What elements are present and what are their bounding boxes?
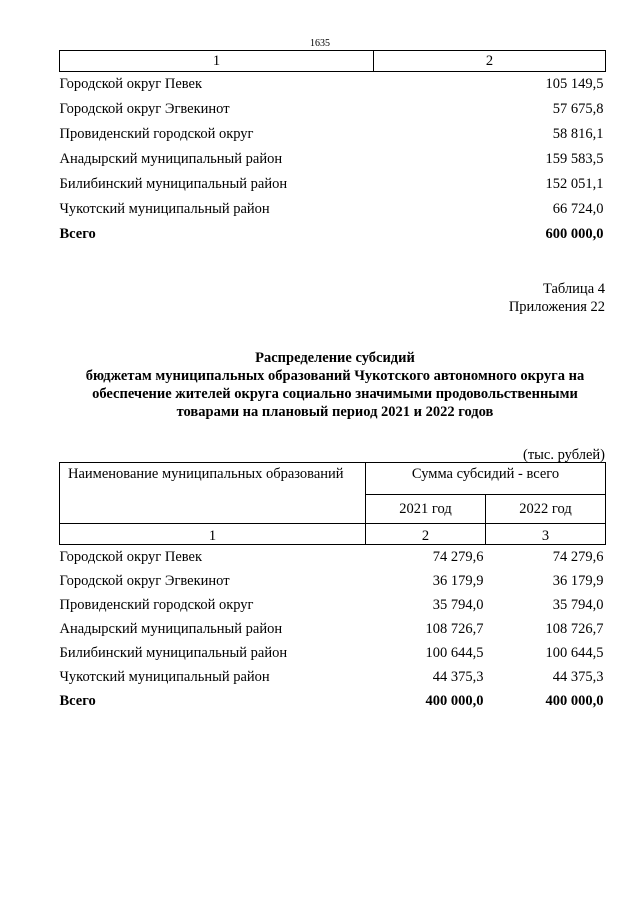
column-number-2: 2	[366, 524, 486, 545]
municipality-name: Чукотский муниципальный район	[59, 669, 270, 685]
amount-2021: 36 179,9	[432, 573, 484, 589]
municipality-name: Билибинский муниципальный район	[59, 645, 288, 661]
column-number-3: 3	[486, 524, 606, 545]
subsidy-table-continued	[59, 50, 606, 247]
municipality-name: Городской округ Эгвекинот	[59, 573, 230, 589]
units-label: (тыс. рублей)	[523, 447, 605, 463]
table-row	[60, 122, 606, 147]
municipality-name: Городской округ Певек	[59, 549, 203, 565]
amount-2021: 100 644,5	[425, 645, 484, 661]
subsidy-amount: 58 816,1	[552, 126, 604, 142]
title-line: Распределение субсидий	[255, 350, 415, 366]
total-label: Всего	[59, 693, 96, 709]
amount-2022: 100 644,5	[545, 645, 604, 661]
table-row	[60, 172, 606, 197]
column-number-1: 1	[60, 51, 374, 72]
document-title	[40, 349, 630, 421]
municipality-name: Городской округ Певек	[59, 76, 203, 92]
subsidy-amount: 57 675,8	[552, 101, 604, 117]
subsidy-amount: 105 149,5	[545, 76, 604, 92]
table-row	[60, 569, 606, 593]
amount-2021: 44 375,3	[432, 669, 484, 685]
table-row	[60, 593, 606, 617]
subsidy-distribution-table	[59, 462, 606, 713]
municipality-name: Чукотский муниципальный район	[59, 201, 270, 217]
subsidy-amount: 66 724,0	[552, 201, 604, 217]
table-row	[60, 617, 606, 641]
amount-2022: 36 179,9	[552, 573, 604, 589]
year-2021-header: 2021 год	[366, 495, 486, 524]
total-row	[60, 222, 606, 247]
amount-2021: 108 726,7	[425, 621, 484, 637]
table-caption-number: Таблица 4	[542, 281, 605, 297]
table-row	[60, 147, 606, 172]
table-row	[60, 665, 606, 689]
municipality-name: Провиденский городской округ	[59, 597, 254, 613]
amount-2022: 108 726,7	[545, 621, 604, 637]
subsidy-amount: 159 583,5	[545, 151, 604, 167]
column-number-2: 2	[374, 51, 606, 72]
year-2022-header: 2022 год	[486, 495, 606, 524]
subsidy-amount: 152 051,1	[545, 176, 604, 192]
total-label: Всего	[59, 226, 96, 242]
municipality-name: Билибинский муниципальный район	[59, 176, 288, 192]
table-row	[60, 97, 606, 122]
total-amount-2022: 400 000,0	[545, 693, 604, 709]
total-row	[60, 689, 606, 713]
table-header-row	[60, 51, 606, 72]
amount-2022: 35 794,0	[552, 597, 604, 613]
table-caption-appendix: Приложения 22	[508, 299, 605, 315]
table-row	[60, 72, 606, 98]
amount-2021: 74 279,6	[432, 549, 484, 565]
page-number: 1635	[310, 38, 330, 49]
column-number-row	[60, 524, 606, 545]
municipality-name: Анадырский муниципальный район	[59, 621, 283, 637]
amount-2022: 74 279,6	[552, 549, 604, 565]
subsidy-total-header: Сумма субсидий - всего	[366, 463, 606, 495]
title-line: обеспечение жителей округа социально значимыми продовольственными	[92, 386, 578, 402]
table-row	[60, 641, 606, 665]
table-row	[60, 545, 606, 570]
amount-2022: 44 375,3	[552, 669, 604, 685]
total-amount-2021: 400 000,0	[425, 693, 484, 709]
municipality-name: Провиденский городской округ	[59, 126, 254, 142]
municipality-name: Городской округ Эгвекинот	[59, 101, 230, 117]
amount-2021: 35 794,0	[432, 597, 484, 613]
table-row	[60, 197, 606, 222]
title-line: товарами на плановый период 2021 и 2022 годов	[176, 404, 494, 420]
total-amount: 600 000,0	[545, 226, 604, 242]
municipality-column-header: Наименование муниципальных образований	[60, 463, 366, 524]
municipality-name: Анадырский муниципальный район	[59, 151, 283, 167]
title-line: бюджетам муниципальных образований Чукотского автономного округа на	[85, 368, 585, 384]
column-number-1: 1	[60, 524, 366, 545]
table-header-row	[60, 463, 606, 495]
